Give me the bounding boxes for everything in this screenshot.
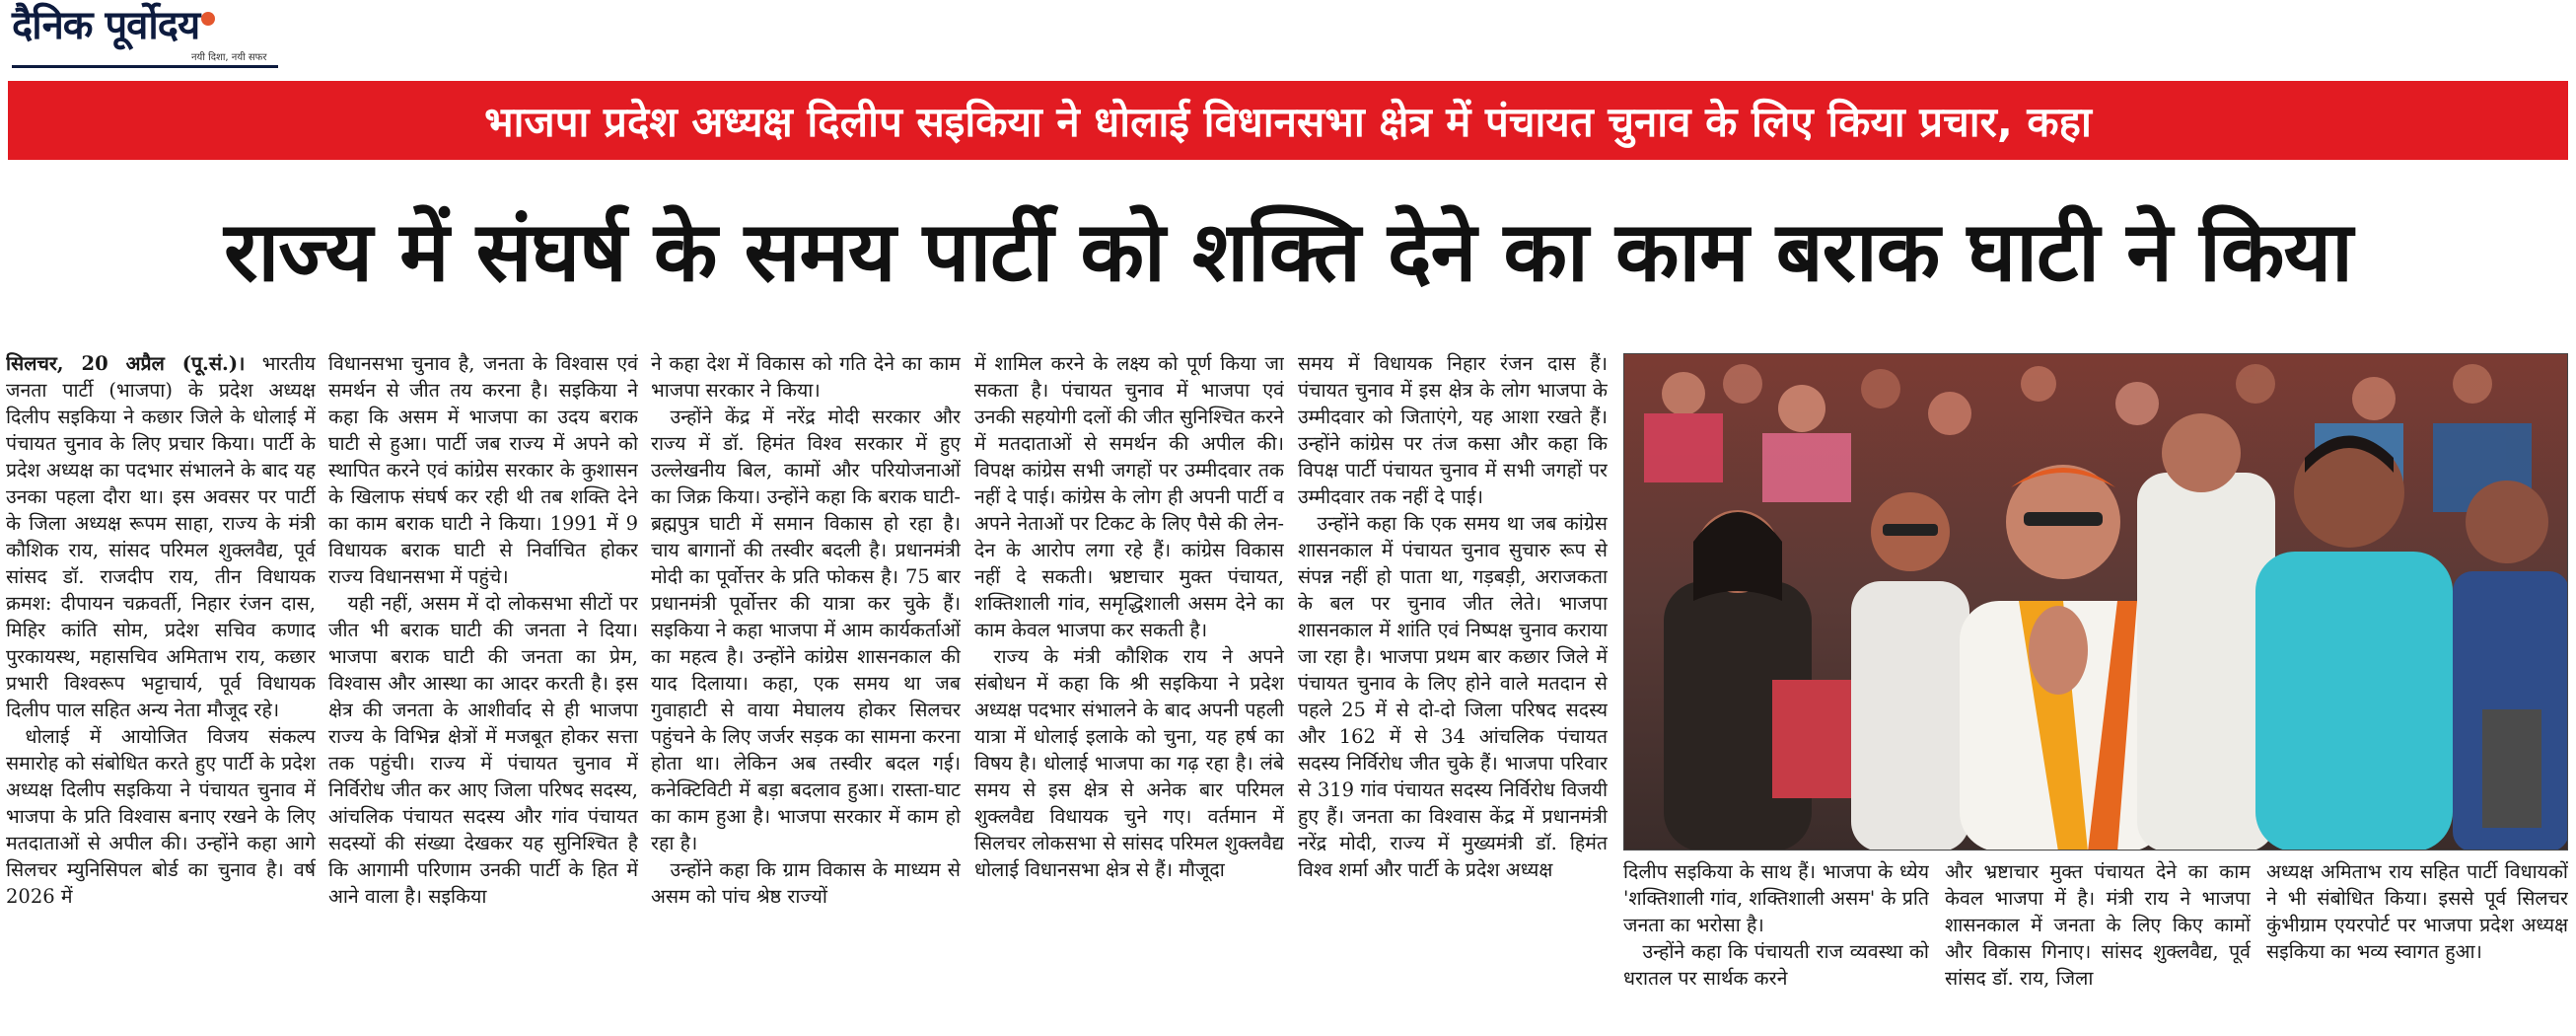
article-paragraph: राज्य के मंत्री कौशिक राय ने अपने संबोधन में कहा कि श्री सइकिया ने प्रदेश अध्यक्ष पदभार संभालने के बाद अपनी पहली यात्रा में धोलाई इलाके को चुना, यह हर्ष का विषय है। धोलाई भाजपा का गढ़ रहा है। लंबे समय से इस क्षेत्र से अनेक बार परिमल शुक्लवैद्य विधायक चुने गए। वर्तमान में सिलचर लोकसभा से सांसद परिमल शुक्लवैद्य धोलाई विधानसभा क्षेत्र से हैं। मौजूदा (974, 645, 1284, 881)
article-paragraph: अध्यक्ष अमिताभ राय सहित पार्टी विधायकों ने भी संबोधित किया। इससे पूर्व सिलचर कुंभीग्राम एयरपोर्ट पर भाजपा प्रदेश अध्यक्ष सइकिया का भव्य स्वागत हुआ। (2266, 860, 2568, 963)
article-paragraph: समय में विधायक निहार रंजन दास हैं। पंचायत चुनाव में इस क्षेत्र के लोग भाजपा के उम्मीदवार को जिताएंगे, यह आशा रखते हैं। उन्होंने कांग्रेस पर तंज कसा और कहा कि विपक्ष पार्टी पंचायत चुनाव में सभी जगहों पर उम्मीदवार तक नहीं दे पाई। (1298, 352, 1608, 508)
kicker-text: भाजपा प्रदेश अध्यक्ष दिलीप सइकिया ने धोलाई विधानसभा क्षेत्र में पंचायत चुनाव के लिए किया प्रचार, कहा (484, 97, 2092, 146)
main-headline (8, 184, 2568, 312)
masthead-rule (12, 65, 278, 68)
kicker-strap (8, 81, 2568, 160)
article-paragraph: विधानसभा चुनाव है, जनता के विश्वास एवं समर्थन से जीत तय करना है। सइकिया ने कहा कि असम में भाजपा का उदय बराक घाटी से हुआ। पार्टी जब राज्य में अपने को स्थापित करने एवं कांग्रेस सरकार के कुशासन के खिलाफ संघर्ष कर रही थी तब शक्ति देने का काम बराक घाटी ने किया। 1991 में 9 विधायक बराक घाटी से निर्वाचित होकर राज्य विधानसभा में पहुंचे। (328, 352, 638, 588)
article-column-1 (6, 350, 316, 1031)
dateline: सिलचर, 20 अप्रैल (पू.सं.)। (6, 352, 246, 375)
article-column-4 (974, 350, 1284, 1031)
headline-text: राज्य में संघर्ष के समय पार्टी को शक्ति देने का काम बराक घाटी ने किया (224, 202, 2352, 300)
article-paragraph: सिलचर, 20 अप्रैल (पू.सं.)। भारतीय जनता पार्टी (भाजपा) के प्रदेश अध्यक्ष दिलीप सइकिया ने कछार जिले के धोलाई में पंचायत चुनाव के लिए प्रचार किया। पार्टी के प्रदेश अध्यक्ष का पदभार संभालने के बाद यह उनका पहला दौरा था। इस अवसर पर पार्टी के जिला अध्यक्ष रूपम साहा, राज्य के मंत्री कौशिक राय, सांसद परिमल शुक्लवैद्य, पूर्व सांसद डॉ. राजदीप राय, तीन विधायक क्रमश: दीपायन चक्रवर्ती, निहार रंजन दास, मिहिर कांति सोम, प्रदेश सचिव कणाद पुरकायस्थ, महासचिव अमिताभ राय, कछार प्रभारी विश्वरूप भट्टाचार्य, पूर्व विधायक दिलीप पाल सहित अन्य नेता मौजूद रहे। (6, 352, 316, 721)
masthead-logo (12, 4, 308, 73)
article-paragraph: उन्होंने केंद्र में नरेंद्र मोदी सरकार और राज्य में डॉ. हिमंत विश्व सरकार में हुए उल्लेखनीय बिल, कामों और परियोजनाओं का जिक्र किया। उन्होंने कहा कि बराक घाटी-ब्रह्मपुत्र घाटी में समान विकास हो रहा है। चाय बागानों की तस्वीर बदली है। प्रधानमंत्री मोदी का पूर्वोत्तर के प्रति फोकस है। 75 बार प्रधानमंत्री पूर्वोत्तर की यात्रा कर चुके हैं। सइकिया ने कहा भाजपा में आम कार्यकर्ताओं का महत्व है। उन्होंने कांग्रेस शासनकाल की याद दिलाया। कहा, एक समय था जब गुवाहाटी से वाया मेघालय होकर सिलचर पहुंचने के लिए जर्जर सड़क का सामना करना होता था। लेकिन अब तस्वीर बदल गई। कनेक्टिविटी में बड़ा बदलाव हुआ। रास्ता-घाट का काम हुआ है। भाजपा सरकार में काम हो रहा है। (651, 406, 961, 854)
article-paragraph: यही नहीं, असम में दो लोकसभा सीटों पर जीत भी बराक घाटी की जनता ने दिया। भाजपा बराक घाटी की जनता का प्रेम, विश्वास और आस्था का आदर करती है। इस क्षेत्र की जनता के आशीर्वाद से ही भाजपा राज्य के विभिन्न क्षेत्रों में मजबूत होकर सत्ता तक पहुंची। राज्य में पंचायत चुनाव में निर्विरोध जीत कर आए जिला परिषद सदस्य, आंचलिक पंचायत सदस्य और गांव पंचायत सदस्यों की संख्या देखकर यह सुनिश्चित है कि आगामी परिणाम उनकी पार्टी के हित में आने वाला है। सइकिया (328, 592, 638, 908)
news-photo (1623, 353, 2568, 851)
article-paragraph: दिलीप सइकिया के साथ हैं। भाजपा के ध्येय 'शक्तिशाली गांव, शक्तिशाली असम' के प्रति जनता का भरोसा है। (1623, 860, 1929, 936)
article-paragraph: उन्होंने कहा कि ग्राम विकास के माध्यम से असम को पांच श्रेष्ठ राज्यों (651, 858, 961, 908)
article-column-6 (1623, 858, 1929, 1031)
man-white-shirt (2137, 413, 2275, 851)
article-column-7 (1945, 858, 2251, 1031)
article-paragraph: और भ्रष्टाचार मुक्त पंचायत देने का काम केवल भाजपा में है। मंत्री राय ने भाजपा शासनकाल में जनता के लिए किए कामों और विकास गिनाए। सांसद शुक्लवैद्य, पूर्व सांसद डॉ. राय, जिला (1945, 860, 2251, 990)
article-paragraph: धोलाई में आयोजित विजय संकल्प समारोह को संबोधित करते हुए पार्टी के प्रदेश अध्यक्ष दिलीप सइकिया ने पंचायत चुनाव में भाजपा के प्रति विश्वास बनाए रखने के लिए मतदाताओं से अपील की। उन्होंने कहा आगे सिलचर म्युनिसिपल बोर्ड का चुनाव है। वर्ष 2026 में (6, 725, 316, 908)
article-paragraph: में शामिल करने के लक्ष्य को पूर्ण किया जा सकता है। पंचायत चुनाव में भाजपा एवं उनकी सहयोगी दलों की जीत सुनिश्चित करने में मतदाताओं से समर्थन की अपील की। विपक्ष कांग्रेस सभी जगहों पर उम्मीदवार तक नहीं दे पाई। कांग्रेस के लोग ही अपनी पार्टी व अपने नेताओं पर टिकट के लिए पैसे की लेन-देन के आरोप लगा रहे हैं। कांग्रेस विकास नहीं दे सकती। भ्रष्टाचार मुक्त पंचायत, शक्तिशाली गांव, समृद्धिशाली असम देने का काम केवल भाजपा कर सकती है। (974, 352, 1284, 641)
logo-dot-icon (201, 12, 215, 26)
article-column-2 (328, 350, 638, 1031)
article-column-5 (1298, 350, 1608, 1031)
article-column-8 (2266, 858, 2568, 1031)
article-paragraph: उन्होंने कहा कि एक समय था जब कांग्रेस शासनकाल में पंचायत चुनाव सुचारु रूप से संपन्न नहीं हो पाता था, गड़बड़ी, अराजकता के बल पर चुनाव जीत लेते। भाजपा शासनकाल में शांति एवं निष्पक्ष चुनाव कराया जा रहा है। भाजपा प्रथम बार कछार जिले में पंचायत चुनाव के लिए होने वाले मतदान से पहले 25 में से दो-दो जिला परिषद सदस्य और 162 में से 34 आंचलिक पंचायत सदस्य निर्विरोध जीत चुके हैं। भाजपा परिवार से 319 गांव पंचायत सदस्य निर्विरोध विजयी हुए हैं। जनता का विश्वास केंद्र में प्रधानमंत्री नरेंद्र मोदी, राज्य में मुख्यमंत्री डॉ. हिमंत विश्व शर्मा और पार्टी के प्रदेश अध्यक्ष (1298, 512, 1608, 881)
rally-photo-illustration (1624, 354, 2568, 851)
newspaper-name: दैनिक पूर्वोदय (12, 3, 200, 48)
masthead-tagline: नयी दिशा, नयी सफर (191, 52, 267, 63)
article-paragraph: उन्होंने कहा कि पंचायती राज व्यवस्था को धरातल पर सार्थक करने (1623, 940, 1929, 990)
article-paragraph: ने कहा देश में विकास को गति देने का काम भाजपा सरकार ने किया। (651, 352, 961, 402)
phone-in-hand (2482, 709, 2541, 828)
article-column-3 (651, 350, 961, 1031)
